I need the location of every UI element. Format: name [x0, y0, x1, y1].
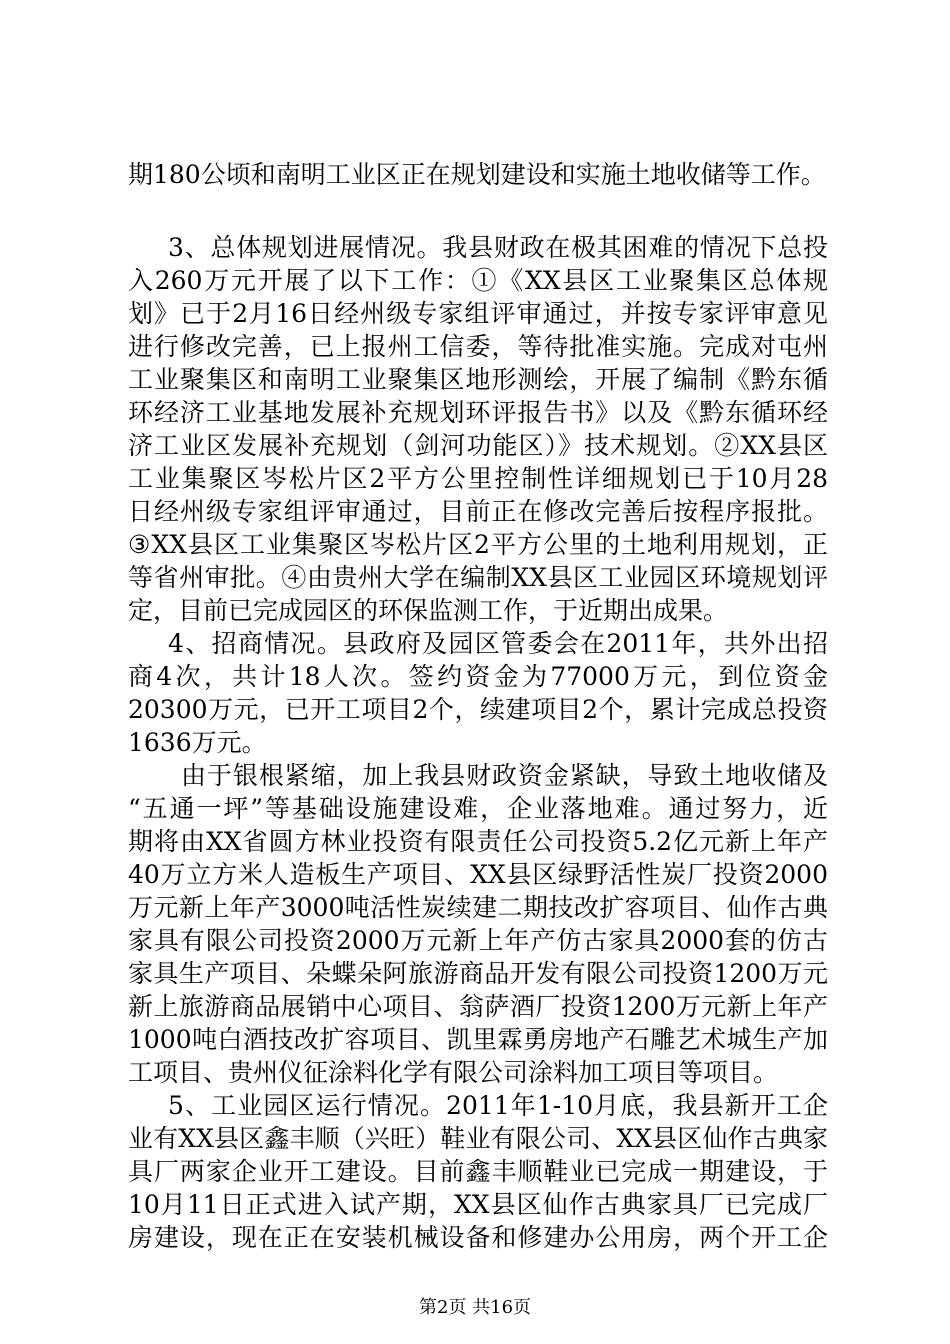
- paragraph-line: 新上旅游商品展销中心项目、翁萨酒厂投资1200万元新上年产: [128, 992, 828, 1021]
- paragraph-line: 10月11日正式进入试产期，XX县区仙作古典家具厂已完成厂: [128, 1190, 828, 1219]
- paragraph-line: 等省州审批。④由贵州大学在编制XX县区工业园区环境规划评: [128, 563, 828, 592]
- paragraph-line: 5、工业园区运行情况。2011年1-10月底，我县新开工企: [168, 1091, 828, 1120]
- paragraph-line: 由于银根紧缩，加上我县财政资金紧缺，导致土地收储及: [181, 761, 828, 790]
- paragraph-line: 划》已于2月16日经州级专家组评审通过，并按专家评审意见: [128, 299, 828, 328]
- paragraph-line: 家具有限公司投资2000万元新上年产仿古家具2000套的仿古: [128, 926, 828, 955]
- paragraph-line: 济工业区发展补充规划（剑河功能区）》技术规划。②XX县区: [128, 431, 828, 460]
- paragraph-line: 3、总体规划进展情况。我县财政在极其困难的情况下总投: [168, 233, 828, 262]
- paragraph-line: 工业聚集区和南明工业聚集区地形测绘，开展了编制《黔东循: [128, 365, 828, 394]
- paragraph-line: 工项目、贵州仪征涂料化学有限公司涂料加工项目等项目。: [128, 1058, 779, 1087]
- paragraph-line: 工业集聚区岑松片区2平方公里控制性详细规划已于10月28: [128, 464, 828, 493]
- paragraph-line: 期180公顷和南明工业区正在规划建设和实施土地收储等工作。: [128, 160, 826, 189]
- paragraph-line: ③XX县区工业集聚区岑松片区2平方公里的土地利用规划，正: [128, 530, 828, 559]
- paragraph-line: “五通一坪”等基础设施建设难，企业落地难。通过努力，近: [128, 794, 828, 823]
- paragraph-line: 4、招商情况。县政府及园区管委会在2011年，共外出招: [168, 629, 828, 658]
- paragraph-line: 1000吨白酒技改扩容项目、凯里霖勇房地产石雕艺术城生产加: [128, 1025, 828, 1054]
- paragraph-line: 具厂两家企业开工建设。目前鑫丰顺鞋业已完成一期建设，于: [128, 1157, 828, 1186]
- paragraph-line: 业有XX县区鑫丰顺（兴旺）鞋业有限公司、XX县区仙作古典家: [128, 1124, 828, 1153]
- paragraph-line: 环经济工业基地发展补充规划环评报告书》以及《黔东循环经: [128, 398, 828, 427]
- paragraph-line: 40万立方米人造板生产项目、XX县区绿野活性炭厂投资2000: [128, 860, 828, 889]
- paragraph-line: 期将由XX省圆方林业投资有限责任公司投资5.2亿元新上年产: [128, 827, 828, 856]
- paragraph-line: 商4次，共计18人次。签约资金为77000万元，到位资金: [128, 662, 828, 691]
- paragraph-line: 定，目前已完成园区的环保监测工作，于近期出成果。: [128, 596, 729, 625]
- page-number: 第2页 共16页: [418, 1297, 532, 1318]
- paragraph-line: 1636万元。: [128, 728, 267, 757]
- paragraph-line: 房建设，现在正在安装机械设备和修建办公用房，两个开工企: [128, 1223, 828, 1252]
- paragraph-line: 万元新上年产3000吨活性炭续建二期技改扩容项目、仙作古典: [128, 893, 828, 922]
- paragraph-line: 家具生产项目、朵蝶朵阿旅游商品开发有限公司投资1200万元: [128, 959, 828, 988]
- paragraph-line: 进行修改完善，已上报州工信委，等待批准实施。完成对屯州: [128, 332, 828, 361]
- paragraph-line: 20300万元，已开工项目2个，续建项目2个，累计完成总投资: [128, 695, 828, 724]
- paragraph-line: 日经州级专家组评审通过，目前正在修改完善后按程序报批。: [128, 497, 828, 526]
- paragraph-line: 入260万元开展了以下工作：①《XX县区工业聚集区总体规: [128, 266, 828, 295]
